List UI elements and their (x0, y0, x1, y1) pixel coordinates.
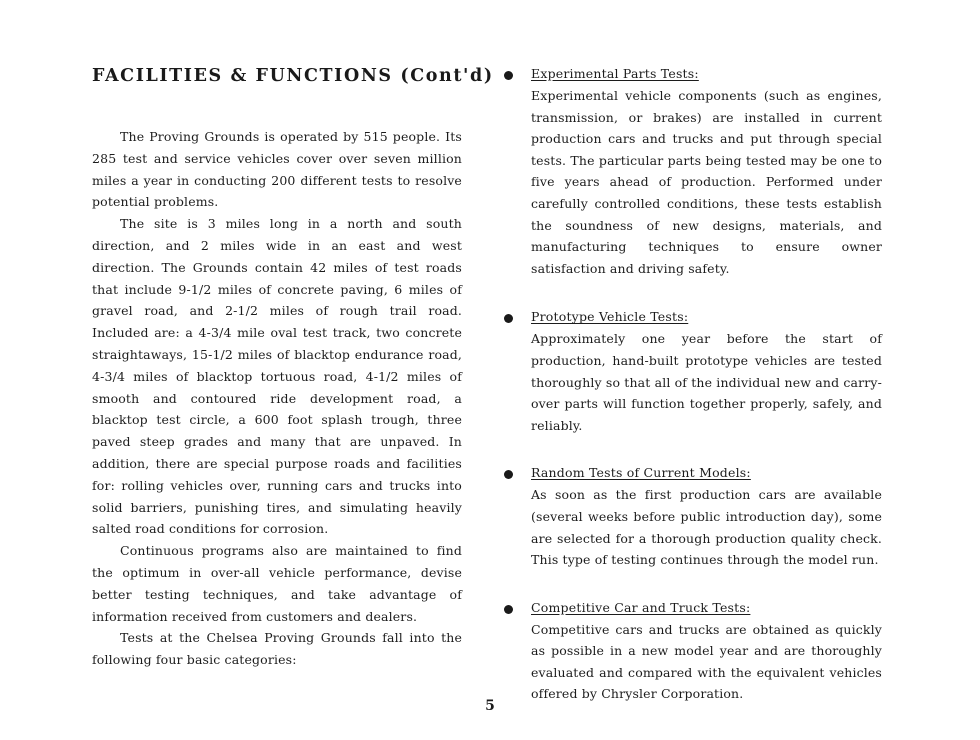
paragraph-staff-and-vehicles: The Proving Grounds is operated by 515 people. Its 285 test and service vehicles cover over seven million miles a year in conducting 200 different tests to resolve potential problems. (92, 129, 462, 210)
category-prototype-vehicle (500, 307, 882, 436)
category-experimental-parts (500, 64, 882, 279)
category-body: Experimental vehicle components (such as engines, transmission, or brakes) are installed in current production cars and trucks and put through special tests. The particular parts being tested may be one to five years ahead of production. Performed under carefully controlled conditions, these tests establish the soundness of new designs, materials, and manufacturing techniques to ensure owner satisfaction and driving safety. (531, 88, 882, 276)
category-body: As soon as the first production cars are available (several weeks before public introduction day), some are selected for a thorough production quality check. This type of testing continues through the model run. (531, 487, 882, 568)
page-title: FACILITIES & FUNCTIONS (Cont'd) (92, 66, 494, 86)
category-random-current-models (500, 463, 882, 570)
bullet-icon (504, 314, 513, 323)
category-body: Competitive cars and trucks are obtained as quickly as possible in a new model year and are thoroughly evaluated and compared with the equivalent vehicles offered by Chrysler Corporation. (531, 621, 882, 702)
right-column (500, 64, 882, 705)
paragraph-site-and-roads: The site is 3 miles long in a north and south direction, and 2 miles wide in an east and west direction. The Grounds contain 42 miles of test roads that include 9-1/2 miles of concrete paving, 6 miles of gravel road, and 2-1/2 miles of rough trail road. Included are: a 4-3/4 mile oval test track, two concrete straightaways, 15-1/2 miles of blacktop endurance road, 4-3/4 miles of blacktop tortuous road, 4-1/2 miles of smooth and contoured ride development road, a blacktop test circle, a 600 foot splash trough, three paved steep grades and many that are unpaved. In addition, there are special purpose roads and facilities for: rolling vehicles over, running cars and trucks into solid barriers, punishing tires, and simulating heavily salted road conditions for corrosion. (92, 216, 462, 537)
category-heading: Prototype Vehicle Tests: (531, 309, 689, 325)
bullet-icon (504, 605, 513, 614)
category-competitive-car-truck (500, 598, 882, 705)
bullet-icon (504, 470, 513, 479)
left-column (92, 126, 462, 671)
category-heading: Competitive Car and Truck Tests: (531, 599, 751, 615)
category-heading: Experimental Parts Tests: (531, 66, 699, 81)
category-body: Approximately one year before the start of production, hand-built prototype vehicles are tested thoroughly so that all of the individual new and carry-over parts will function together properly, safely, and reliably. (531, 331, 882, 433)
paragraph-continuous-programs: Continuous programs also are maintained to find the optimum in over-all vehicle performance, devise better testing techniques, and take advantage of information received from customers and dealers. (92, 543, 462, 624)
page-number: 5 (485, 698, 495, 714)
category-heading: Random Tests of Current Models: (531, 465, 751, 481)
paragraph-test-categories-intro: Tests at the Chelsea Proving Grounds fall into the following four basic categories: (92, 630, 462, 668)
bullet-icon (504, 71, 513, 80)
